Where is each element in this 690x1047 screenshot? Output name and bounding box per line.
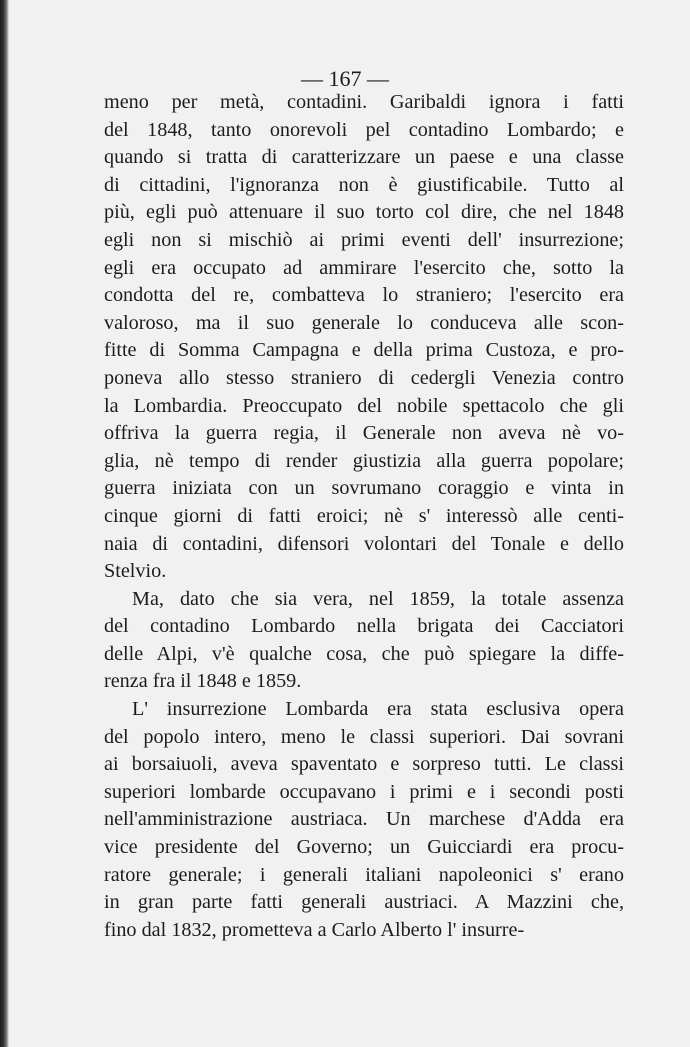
text-line: Ma, dato che sia vera, nel 1859, la totale assenza: [132, 587, 624, 610]
text-line: glia, nè tempo di render giustizia alla guerra popolare;: [104, 449, 624, 472]
text-line: naia di contadini, difensori volontari del Tonale e dello: [104, 532, 624, 555]
text-line: la Lombardia. Preoccupato del nobile spettacolo che gli: [104, 394, 624, 417]
text-line: condotta del re, combatteva lo straniero; l'esercito era: [104, 284, 624, 307]
text-line: superiori lombarde occupavano i primi e i secondi posti: [104, 780, 624, 803]
text-line: vice presidente del Governo; un Guicciardi era procu-: [104, 836, 624, 859]
text-line: ai borsaiuoli, aveva spaventato e sorpreso tutti. Le classi: [104, 753, 624, 776]
text-line: delle Alpi, v'è qualche cosa, che può spiegare la diffe-: [104, 642, 624, 665]
text-line: più, egli può attenuare il suo torto col dire, che nel 1848: [104, 201, 624, 224]
text-line: renza fra il 1848 e 1859.: [104, 670, 302, 693]
text-line: L' insurrezione Lombarda era stata esclusiva opera: [132, 698, 624, 721]
text-line: guerra iniziata con un sovrumano coraggio e vinta in: [104, 477, 624, 500]
text-line: cinque giorni di fatti eroici; nè s' interessò alle centi-: [104, 504, 624, 527]
text-line: fino dal 1832, prometteva a Carlo Alberto l' insurre-: [104, 918, 525, 941]
paragraph: [104, 586, 624, 696]
text-line: del 1848, tanto onorevoli pel contadino Lombardo; e: [104, 118, 624, 141]
text-line: nell'amministrazione austriaca. Un marchese d'Adda era: [104, 808, 624, 831]
text-line: offriva la guerra regia, il Generale non aveva nè vo-: [104, 422, 624, 445]
text-line: del popolo intero, meno le classi superiori. Dai sovrani: [104, 725, 624, 748]
body-text: [104, 89, 624, 944]
text-line: valoroso, ma il suo generale lo conduceva alle scon-: [104, 311, 624, 334]
book-spine-shadow: [0, 0, 9, 1047]
text-line: Stelvio.: [104, 560, 167, 583]
text-line: quando si tratta di caratterizzare un paese e una classe: [104, 146, 624, 169]
page-number: — 167 —: [301, 66, 389, 91]
text-line: poneva allo stesso straniero di cedergli Venezia contro: [104, 366, 624, 389]
text-line: in gran parte fatti generali austriaci. A Mazzini che,: [104, 891, 624, 914]
paragraph: [104, 89, 624, 586]
text-line: meno per metà, contadini. Garibaldi ignora i fatti: [104, 91, 624, 113]
text-line: fitte di Somma Campagna e della prima Custoza, e pro-: [104, 339, 624, 362]
text-line: del contadino Lombardo nella brigata dei Cacciatori: [104, 615, 624, 638]
text-line: ratore generale; i generali italiani napoleonici s' erano: [104, 863, 624, 886]
text-line: egli era occupato ad ammirare l'esercito che, sotto la: [104, 256, 624, 279]
text-line: di cittadini, l'ignoranza non è giustificabile. Tutto al: [104, 173, 624, 196]
text-line: egli non si mischiò ai primi eventi dell' insurrezione;: [104, 228, 624, 251]
paragraph: [104, 696, 624, 944]
